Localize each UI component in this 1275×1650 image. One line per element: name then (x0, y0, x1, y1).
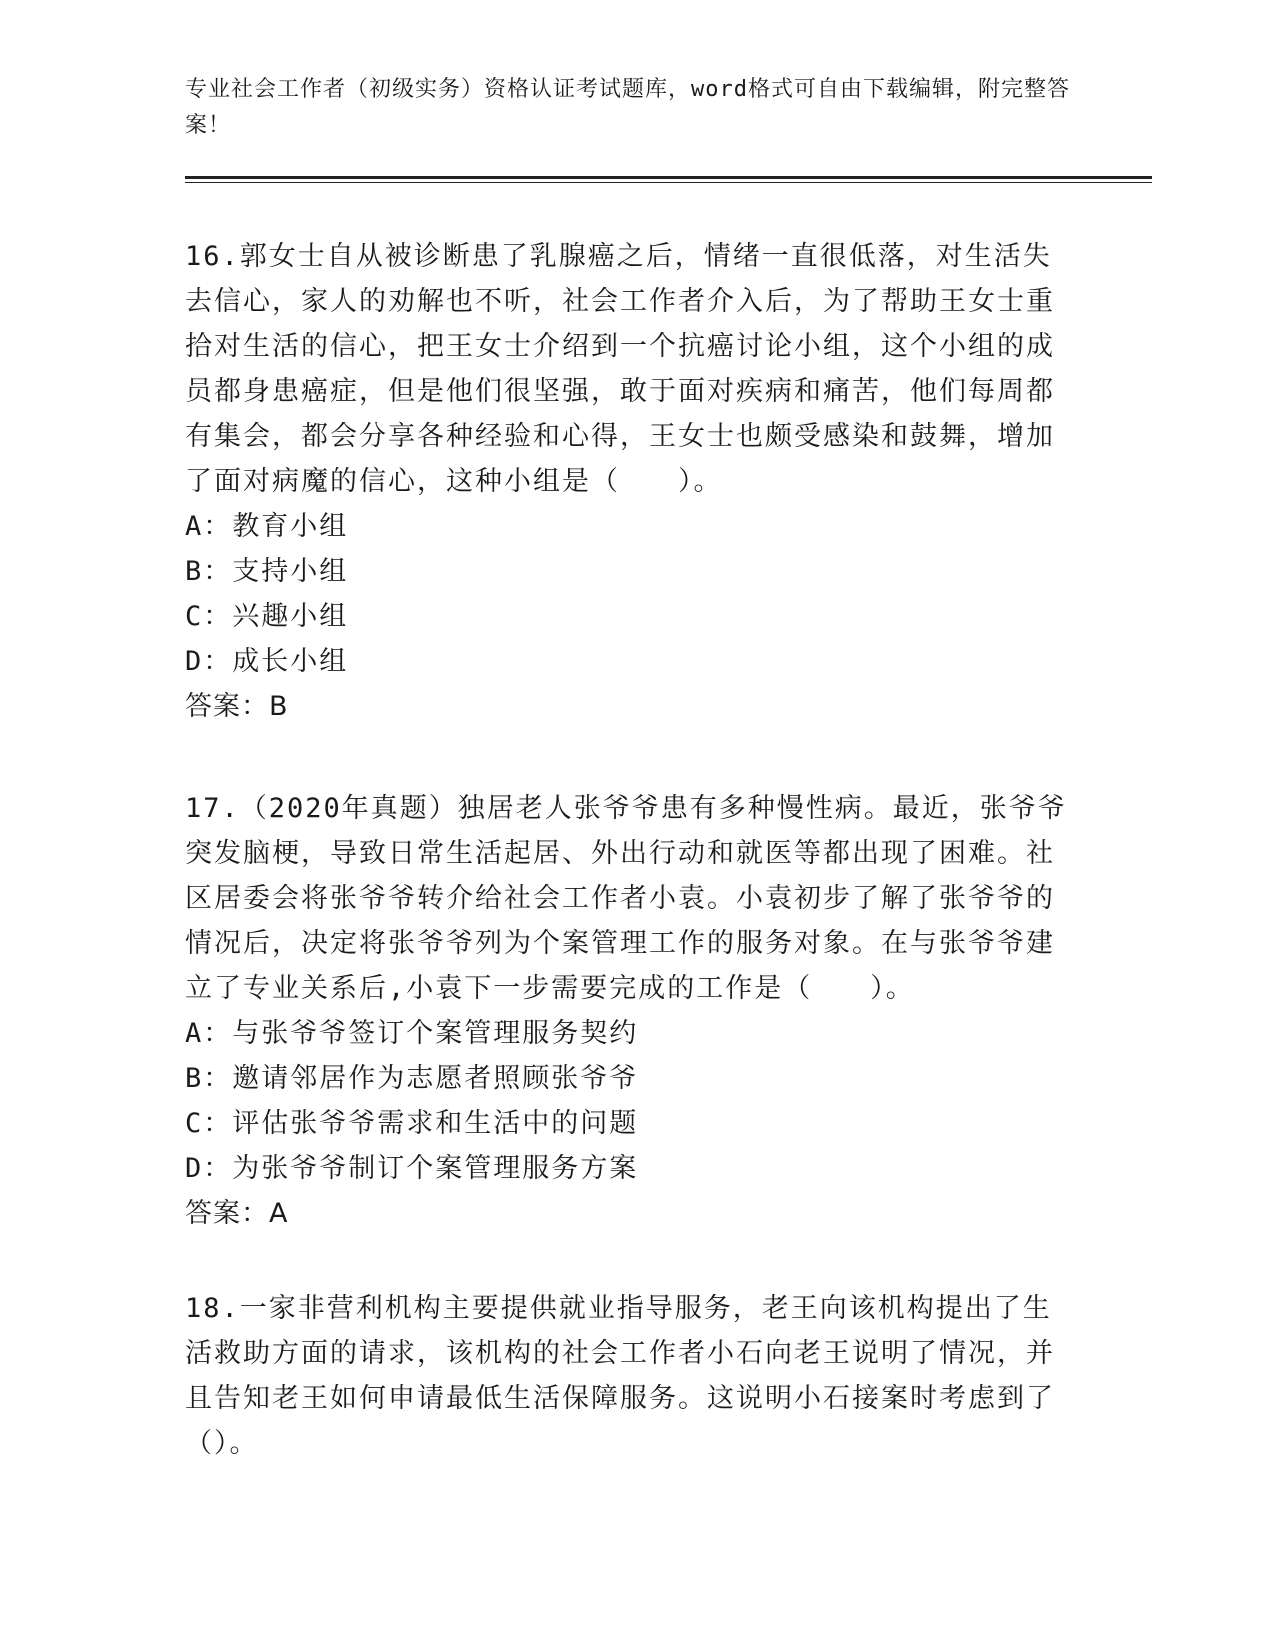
question-stem: 16.郭女士自从被诊断患了乳腺癌之后，情绪一直很低落，对生活失去信心，家人的劝解也不听，社会工作者介入后，为了帮助王女士重拾对生活的信心，把王女士介绍到一个抗癌讨论小组，这个小组的成员都身患癌症，但是他们很坚强，敢于面对疾病和痛苦，他们每周都有集会，都会分享各种经验和心得，王女士也颇受感染和鼓舞，增加了面对病魔的信心，这种小组是（ ）。 (185, 241, 1055, 497)
document-header: 专业社会工作者（初级实务）资格认证考试题库，word格式可自由下载编辑，附完整答案！ (185, 77, 1070, 138)
option-a: A：与张爷爷签订个案管理服务契约 (185, 1018, 639, 1049)
option-c: C：兴趣小组 (185, 601, 349, 632)
question-stem: 17.（2020年真题）独居老人张爷爷患有多种慢性病。最近，张爷爷突发脑梗，导致日常生活起居、外出行动和就医等都出现了困难。社区居委会将张爷爷转介给社会工作者小袁。小袁初步了解了张爷爷的情况后，决定将张爷爷列为个案管理工作的服务对象。在与张爷爷建立了专业关系后,小袁下一步需要完成的工作是（ ）。 (185, 793, 1067, 1004)
answer-line: 答案：A (185, 1198, 289, 1229)
question-16 (185, 234, 1070, 729)
answer-line: 答案：B (185, 691, 289, 722)
option-d: D：为张爷爷制订个案管理服务方案 (185, 1153, 639, 1184)
header-divider-thin (185, 182, 1152, 183)
question-18 (185, 1286, 1070, 1466)
header-divider-thick (185, 176, 1152, 179)
option-d: D：成长小组 (185, 646, 349, 677)
option-c: C：评估张爷爷需求和生活中的问题 (185, 1108, 639, 1139)
option-a: A：教育小组 (185, 511, 349, 542)
question-stem: 18.一家非营利机构主要提供就业指导服务，老王向该机构提出了生活救助方面的请求，该机构的社会工作者小石向老王说明了情况，并且告知老王如何申请最低生活保障服务。这说明小石接案时考虑到了（）。 (185, 1293, 1055, 1459)
question-17 (185, 786, 1070, 1236)
option-b: B：支持小组 (185, 556, 349, 587)
option-b: B：邀请邻居作为志愿者照顾张爷爷 (185, 1063, 639, 1094)
